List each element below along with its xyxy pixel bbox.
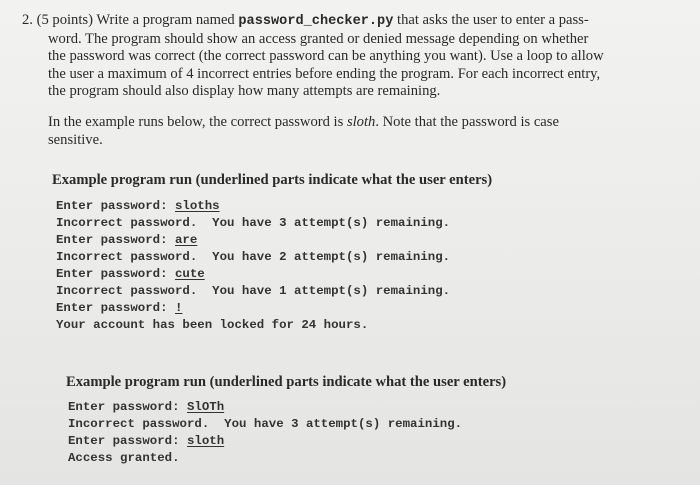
problem-line-1-text: 2. (5 points) Write a program named [22, 12, 239, 28]
example-2-title: Example program run (underlined parts indicate what the user enters) [66, 374, 507, 390]
example-1-row: Incorrect password. You have 2 attempt(s) remaining. [56, 250, 451, 264]
prompt-text: Enter password: [56, 199, 175, 213]
problem-line-3: the password was correct (the correct password can be anything you want). Use a loop to allow [48, 48, 604, 65]
example-2-row [68, 433, 462, 450]
problem-line-4: the user a maximum of 4 incorrect entries before ending the program. For each incorrect entry, [48, 65, 601, 82]
example-1-row [56, 198, 450, 215]
user-input: ! [174, 301, 183, 315]
note-line-1-text: In the example runs below, the correct password is [48, 114, 347, 130]
example-1-row: Incorrect password. You have 3 attempt(s) remaining. [56, 216, 451, 230]
prompt-text: Enter password: [68, 434, 187, 448]
problem-line-2: word. The program should show an access granted or denied message depending on whether [48, 30, 589, 47]
user-input: are [174, 233, 198, 247]
example-1-row: Incorrect password. You have 1 attempt(s) remaining. [56, 284, 451, 298]
user-input: sloths [174, 199, 220, 213]
problem-statement [22, 12, 662, 101]
example-1-title: Example program run (underlined parts indicate what the user enters) [52, 172, 493, 188]
prompt-text: Enter password: [56, 301, 175, 315]
correct-password-example: sloth [346, 114, 376, 130]
example-1-row [56, 266, 450, 283]
user-input: SlOTh [186, 400, 225, 414]
prompt-text: Enter password: [56, 233, 175, 247]
example-2-row [68, 399, 462, 416]
problem-note [22, 114, 662, 149]
user-input: cute [174, 267, 205, 281]
problem-line-1-tail: that asks the user to enter a pass- [393, 12, 589, 28]
program-filename: password_checker.py [238, 14, 394, 29]
example-1-output [56, 198, 450, 334]
prompt-text: Enter password: [56, 267, 175, 281]
example-1-row [56, 300, 450, 317]
problem-line-5: the program should also display how many attempts are remaining. [48, 83, 441, 100]
user-input: sloth [186, 434, 225, 448]
example-1-row: Your account has been locked for 24 hours. [56, 318, 369, 332]
prompt-text: Enter password: [68, 400, 187, 414]
example-1-row [56, 232, 450, 249]
note-line-1-tail: . Note that the password is case [375, 114, 559, 130]
example-2-row: Incorrect password. You have 3 attempt(s) remaining. [68, 417, 463, 431]
example-2-row: Access granted. [68, 451, 180, 465]
example-2-output [68, 399, 462, 467]
note-line-1 [22, 114, 662, 132]
note-line-2: sensitive. [48, 131, 103, 148]
problem-line-1 [22, 12, 662, 31]
